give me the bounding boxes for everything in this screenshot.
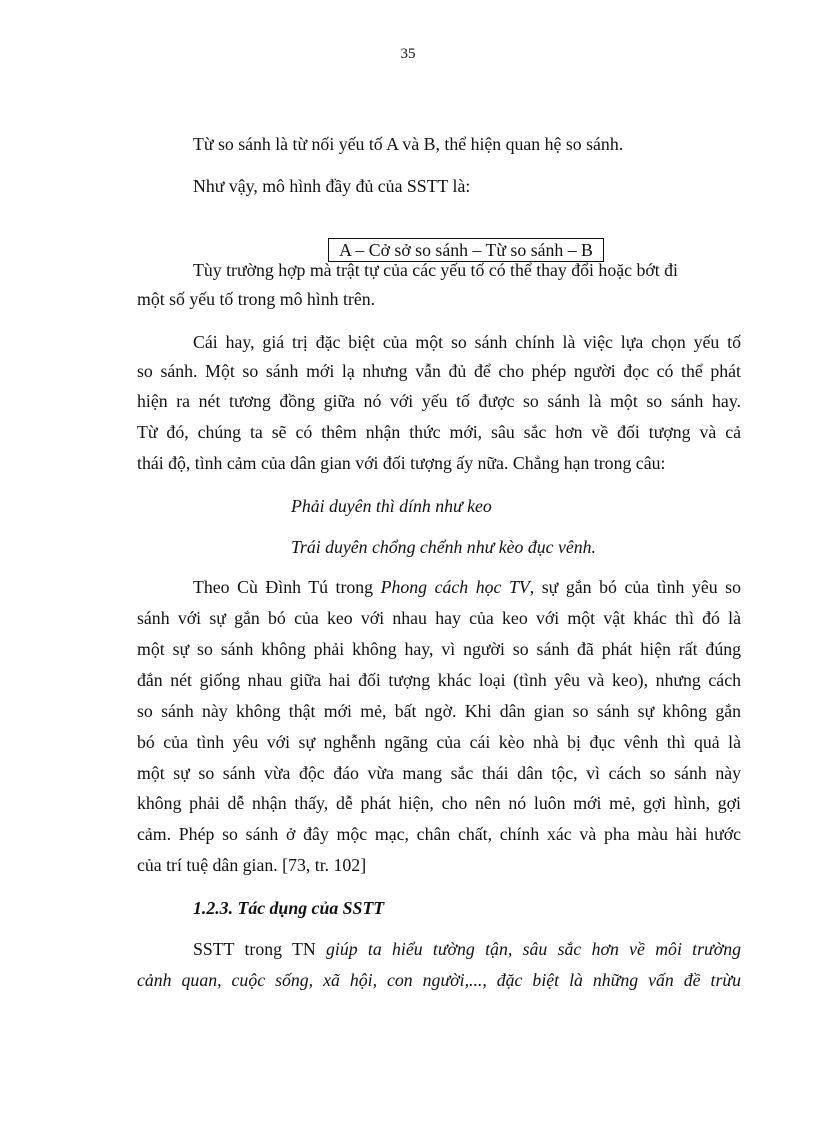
text-line: của trí tuệ dân gian. [73, tr. 102] (137, 855, 367, 875)
text-line: Tùy trường hợp mà trật tự của các yếu tố có thể thay đổi hoặc bớt đi (193, 260, 678, 280)
text-run-italic: giúp ta hiểu tường tận, sâu sắc hơn về môi trường (325, 939, 742, 959)
text-line: Từ đó, chúng ta sẽ có thêm nhận thức mới, sâu sắc hơn về đối tượng và cả (137, 422, 741, 442)
text-line: không phải dễ nhận thấy, dễ phát hiện, cho nên nó luôn mới mẻ, gợi hình, gợi (137, 793, 741, 813)
text-line: so sánh này không thật mới mẻ, bất ngờ. Khi dân gian so sánh sự không gắn (137, 701, 741, 721)
text-line (193, 576, 741, 598)
text-line: bó của tình yêu với sự nghễnh ngãng của cái kèo nhà bị đục vênh thì quả là (137, 732, 741, 752)
text-line: một sự so sánh không phải không hay, vì người so sánh đã phát hiện rất đúng (137, 639, 741, 659)
poem-line: Trái duyên chổng chểnh như kèo đục vênh. (291, 537, 596, 557)
text-line: một sự so sánh vừa độc đáo vừa mang sắc thái dân tộc, vì cách so sánh này (137, 763, 741, 783)
text-line: hiện ra nét tương đồng giữa nó với yếu tố được so sánh là một so sánh hay. (137, 391, 741, 411)
poem-line: Phải duyên thì dính như keo (291, 496, 492, 516)
text-line: Từ so sánh là từ nối yếu tố A và B, thể hiện quan hệ so sánh. (193, 134, 624, 154)
text-line: so sánh. Một so sánh mới lạ nhưng vẫn đủ để cho phép người đọc có thể phát (137, 361, 741, 381)
text-line: Như vậy, mô hình đầy đủ của SSTT là: (193, 176, 471, 196)
text-run: Theo Cù Đình Tú trong (193, 577, 381, 597)
text-line: thái độ, tình cảm của dân gian với đối tượng ấy nữa. Chẳng hạn trong câu: (137, 453, 666, 473)
text-line: một số yếu tố trong mô hình trên. (137, 289, 376, 309)
text-line: cảnh quan, cuộc sống, xã hội, con người,..., đặc biệt là những vấn đề trừu (137, 970, 741, 990)
section-heading: 1.2.3. Tác dụng của SSTT (193, 898, 385, 918)
text-line: đắn nét giống nhau giữa hai đối tượng khác loại (tình yêu và keo), nhưng cách (137, 670, 741, 690)
formula-box: A – Cở sở so sánh – Từ so sánh – B (328, 238, 604, 262)
book-title: Phong cách học TV (380, 577, 530, 597)
page-number: 35 (400, 46, 416, 62)
text-line: cảm. Phép so sánh ở đây mộc mạc, chân chất, chính xác và pha màu hài hước (137, 824, 741, 844)
text-run: , sự gắn bó của tình yêu so (529, 577, 741, 597)
text-line: sánh với sự gắn bó của keo với nhau hay của keo với một vật khác thì đó là (137, 608, 741, 628)
text-line (193, 938, 741, 960)
text-line: Cái hay, giá trị đặc biệt của một so sánh chính là việc lựa chọn yếu tố (193, 332, 741, 352)
text-run: SSTT trong TN (193, 939, 326, 959)
